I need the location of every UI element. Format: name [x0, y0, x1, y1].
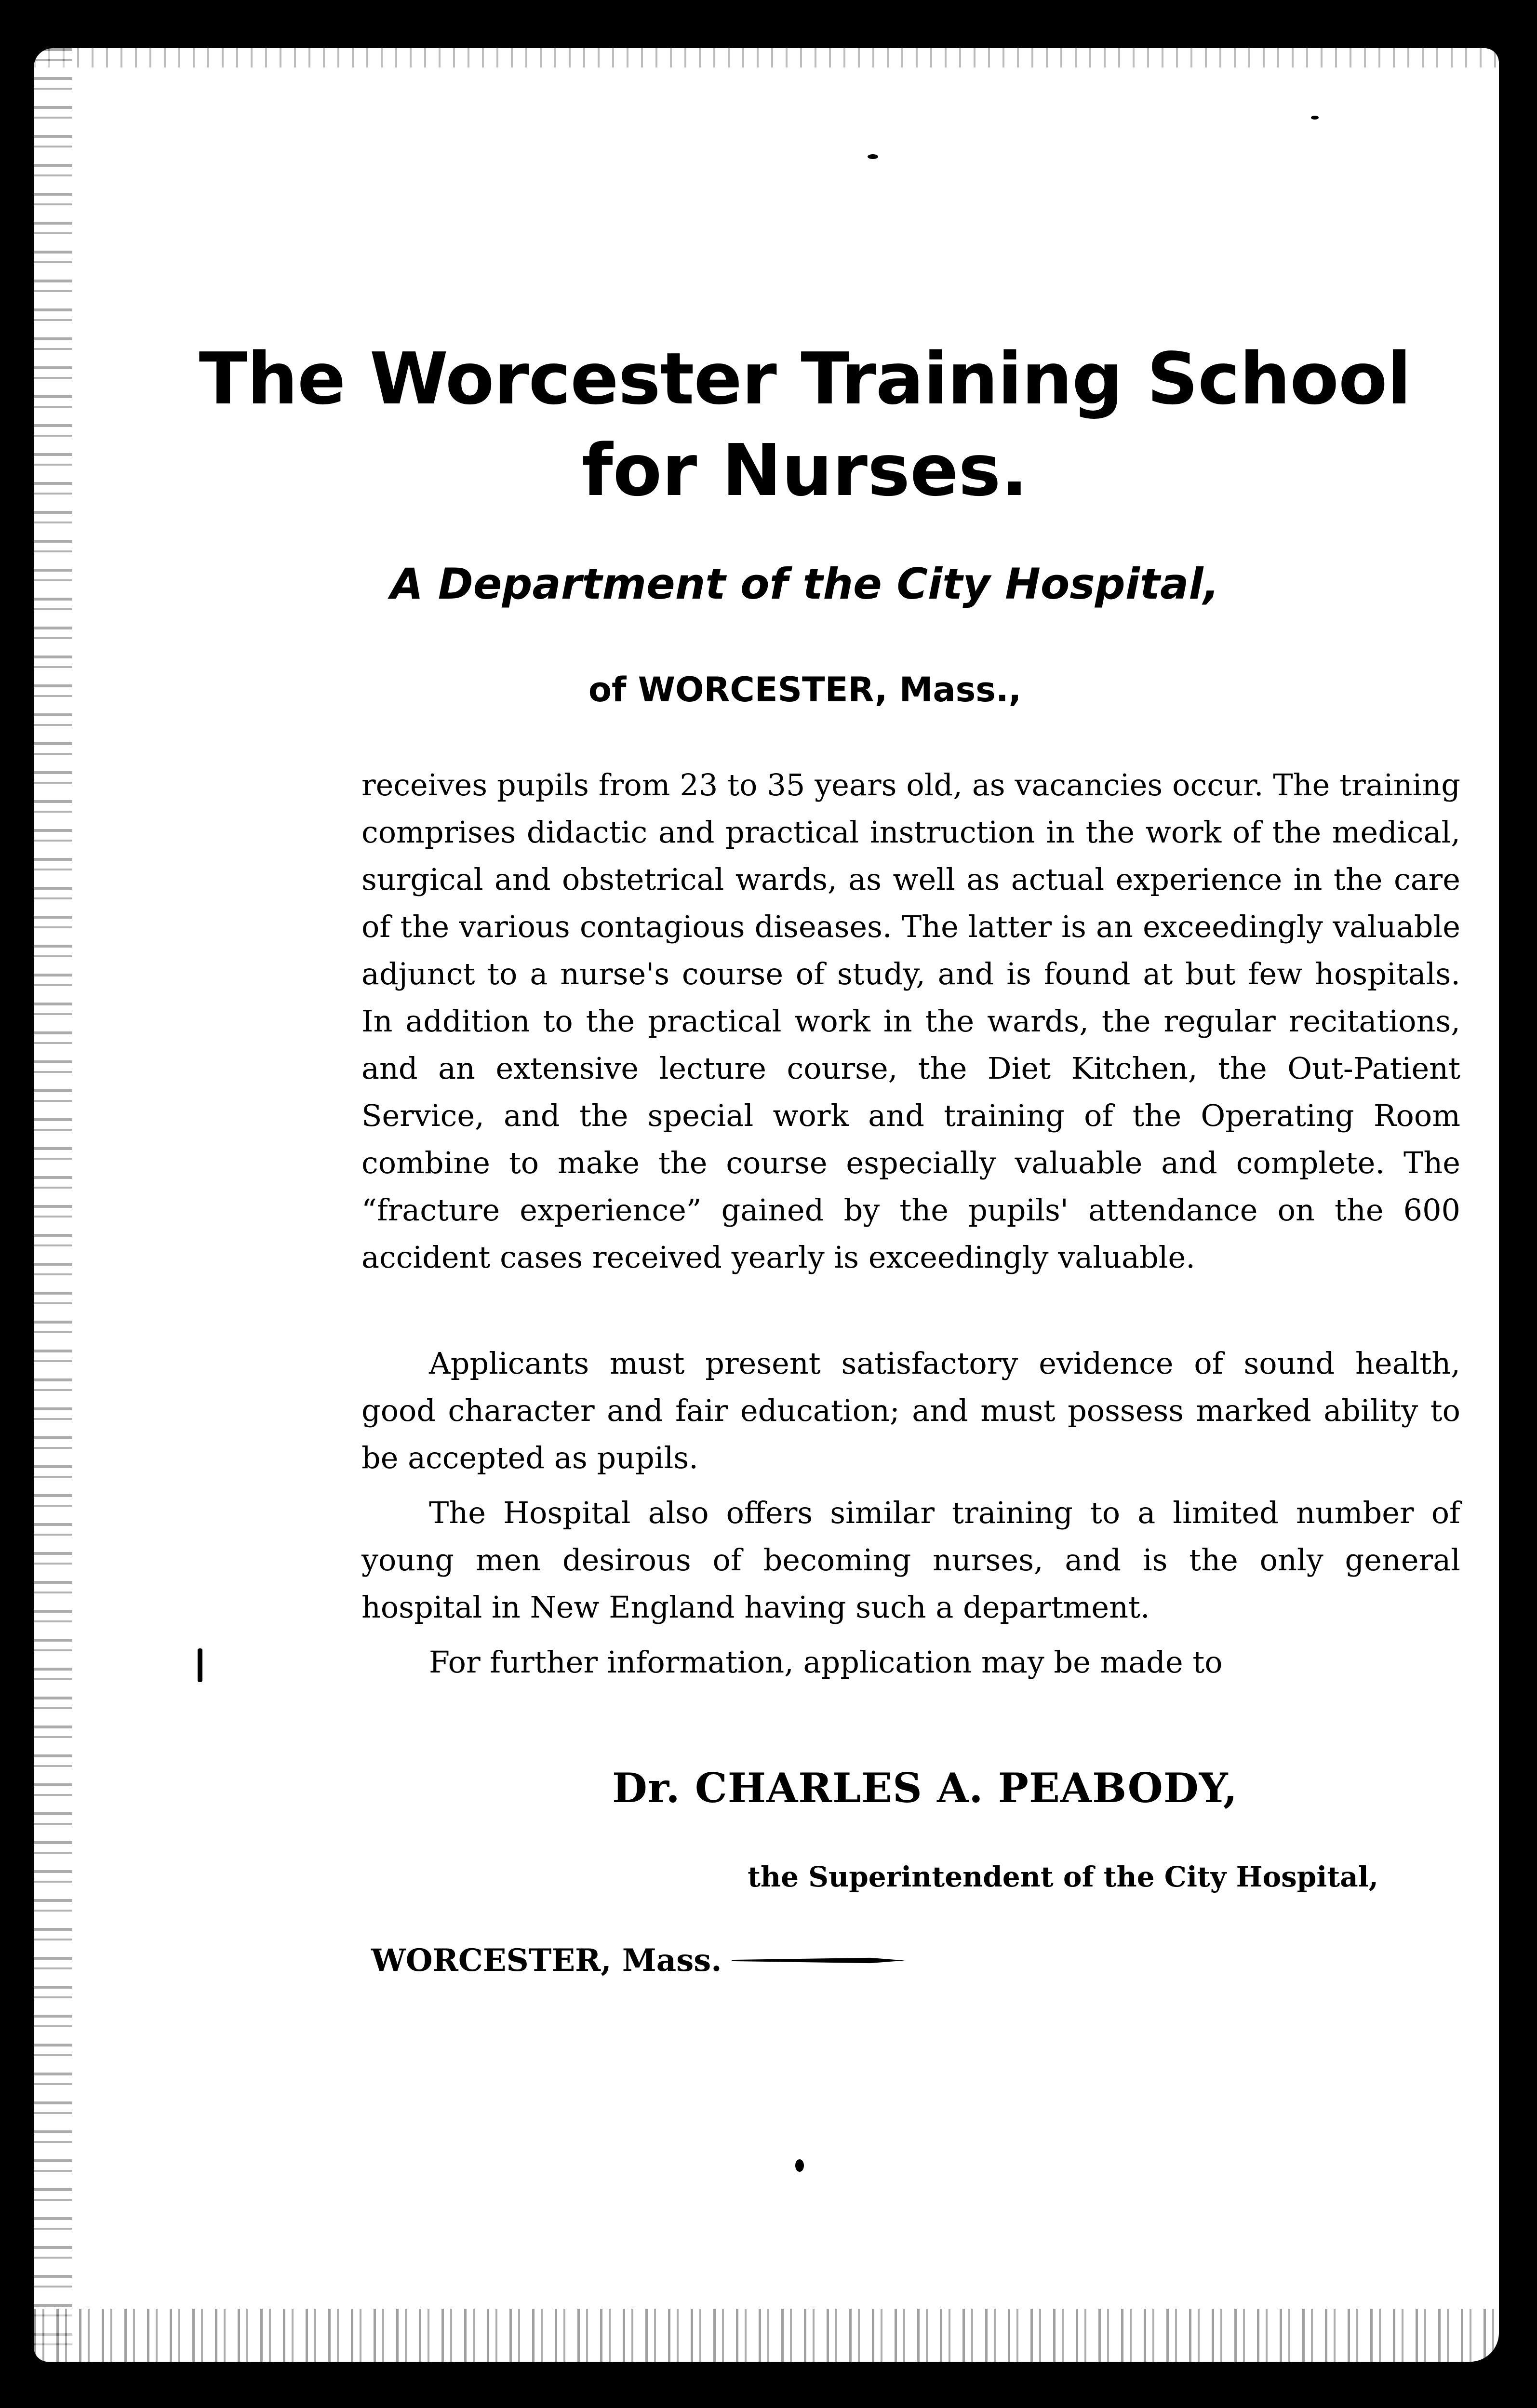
page-edge-left: [34, 48, 72, 2362]
paragraph-1: receives pupils from 23 to 35 years old, as vacancies occur. The training comprises didactic and practical instruction in the work of the medical, surgical and obstetrical wards, as well as actual experience in the care of the various contagious diseases. The latter is an exceedingly valuable adjunct to a nurse's course of study, and is found at but few hospitals. In addition to the practical work in the wards, the regular recitations, and an extensive lecture course, the Diet Kitchen, the Out-Patient Service, and the special work and training of the Operating Room combine to make the course especially valuable and complete. The “fracture experience” gained by the pupils' attendance on the 600 accident cases received yearly is exceedingly valuable.: [361, 767, 1460, 1275]
contact-address-text: WORCESTER, Mass.: [371, 1942, 722, 1979]
ink-speck: [1311, 116, 1319, 120]
address-dash-rule: [732, 1957, 905, 1964]
page-edge-bottom: [34, 2309, 1499, 2362]
location-line: of WORCESTER, Mass.,: [588, 670, 1022, 709]
document-page: [34, 48, 1499, 2362]
contact-address: [371, 1942, 905, 1979]
ink-speck: [868, 154, 878, 159]
contact-name: Dr. CHARLES A. PEABODY,: [612, 1764, 1238, 1812]
subtitle: A Department of the City Hospital,: [390, 559, 1219, 609]
title-line-1: The Worcester Training School: [199, 337, 1411, 420]
paragraph-4: For further information, application may be made to: [429, 1645, 1223, 1680]
paragraph-2: Applicants must present satisfactory evidence of sound health, good character and fair education; and must possess marked ability to be accepted as pupils.: [361, 1346, 1460, 1475]
ink-speck: [198, 1648, 202, 1682]
page-edge-top: [34, 48, 1499, 67]
paragraph-3: The Hospital also offers similar training to a limited number of young men desirous of becoming nurses, and is the only general hospital in New England having such a department.: [361, 1495, 1460, 1625]
ink-speck: [795, 2159, 804, 2172]
title-line-2: for Nurses.: [582, 429, 1028, 512]
contact-role: the Superintendent of the City Hospital,: [748, 1860, 1378, 1893]
